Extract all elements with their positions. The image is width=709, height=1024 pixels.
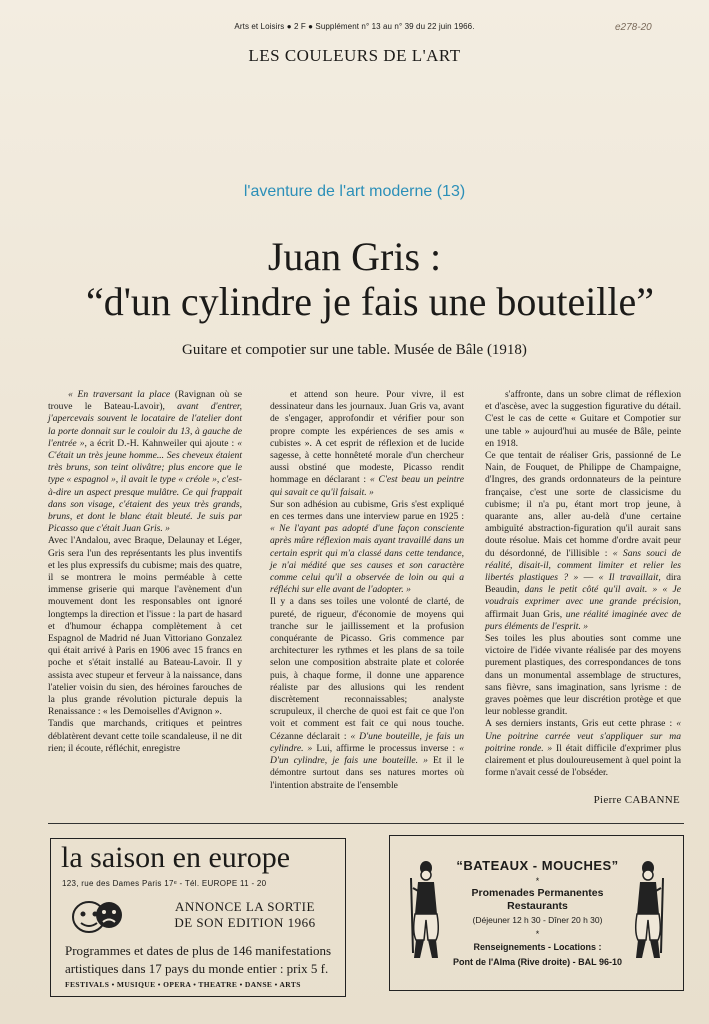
text-run: « Sans souci de réalité, disait-il, comment limiter et relier les libertés plastiques ? » — [485, 547, 681, 584]
article-paragraph — [48, 389, 242, 535]
artwork-caption: Guitare et compotier sur une table. Musée de Bâle (1918) — [182, 342, 527, 358]
article-paragraph — [48, 718, 242, 755]
ad-categories: FESTIVALS • MUSIQUE • OPERA • THEATRE • DANSE • ARTS — [65, 980, 301, 989]
article-paragraph — [485, 450, 681, 633]
ad-line-address: Pont de l'Alma (Rive droite) - BAL 96-10 — [452, 957, 622, 967]
bateaux-mouches-ad — [389, 835, 684, 991]
text-run: dans le petit côté qu'il avait. » — [524, 584, 658, 596]
text-run: Lui, affirme le processus inverse : — [312, 742, 460, 754]
article-paragraph — [485, 718, 681, 779]
text-run: « Il travaillait, — [598, 572, 661, 584]
ad-line-restaurants: Restaurants — [507, 900, 568, 912]
handwritten-note: e278-20 — [615, 22, 652, 33]
text-run: Il y a dans ses toiles une volonté de clarté, de pureté, de rigueur, d'économie de moyens qui tranche sur le jaillissement et la profusion conquérante de Picasso. Gris commence par architecturer les rythmes et les plans de sa toile selon une composition abstraite plate et colorée puis, à chaque forme, il donne une apparence réaliste par des allusions qui les rendent discrètement reconnaissables; analyste scrupuleux, il cherche de quoi est fait ce que l'on voit et comment est fait ce qui nous touche. Cézanne déclarait : — [270, 596, 464, 742]
text-run: Ses toiles les plus abouties sont comme une victoire de l'idée vivante réalisée par des moyens purement plastiques, des correspondances de tons dans un monumental assemblage de structures, sans fièvre, sans imagination, sans lyrisme : de graves poèmes que leur discrétion protège et que leur noblesse grandit. — [485, 633, 681, 718]
text-run: , a écrit D.-H. Kahnweiler qui ajoute : — [84, 437, 238, 449]
text-run: dira Beaudin, — [485, 572, 681, 596]
article-paragraph — [270, 389, 464, 499]
divider — [48, 823, 684, 824]
zouave-soldier-icon — [624, 858, 670, 970]
ad-title: “BATEAUX - MOUCHES” — [456, 858, 619, 873]
publication-header: Arts et Loisirs ● 2 F ● Supplément n° 13 au n° 39 du 22 juin 1966. — [234, 22, 475, 31]
text-run: (Ravignan où se trouve le Bateau-Lavoir), — [48, 389, 242, 413]
ad-line-info: Renseignements - Locations : — [473, 942, 602, 952]
author-signature: Pierre CABANNE — [593, 794, 680, 806]
article-paragraph — [485, 633, 681, 718]
text-run: s'affronte, dans un sobre climat de réflexion et d'ascèse, avec la suggestion figurative du détail. C'est le cas de cette « Guitare et Compotier sur une table » aujourd'hui au musée de Bâle, peinte en 1918. — [485, 389, 681, 449]
text-run: « D'une bouteille, je fais un cylindre. » — [270, 730, 464, 754]
article-paragraph — [270, 499, 464, 597]
text-run: avant d'entrer, j'apercevais souvent le locataire de l'atelier dont la porte donnait sur le couloir du 13, à gauche de l'entrée » — [48, 401, 242, 449]
masthead: LES COULEURS DE L'ART — [248, 46, 461, 65]
article-paragraph — [48, 535, 242, 718]
text-run: « D'un cylindre, je fais une bouteille. » — [270, 742, 464, 767]
ad-star: * — [535, 876, 540, 886]
ad-line-promenades: Promenades Permanentes — [471, 887, 604, 899]
text-run: « En traversant la place — [68, 389, 171, 400]
ad-program-line-2: artistiques dans 17 pays du monde entier : prix 5 f. — [65, 961, 329, 976]
ad-announce-line-2: DE SON EDITION 1966 — [174, 915, 316, 930]
article-column-1 — [48, 389, 242, 755]
theater-masks-icon — [67, 895, 127, 939]
text-run: Et il le démontre surtout dans ses natures mortes où l'intention abstraite de l'ensemble — [270, 755, 465, 791]
text-run: Avec l'Andalou, avec Braque, Delaunay et Léger, Gris sera l'un des représentants les plus inventifs et les plus expressifs du cubisme; mais des quatre, il se montrera le moins perméable à cette immense griserie qui marque l'avènement d'un mouvement dont les responsables ont ignoré longtemps la direction et l'issue : la part de hasard et d'humour échappa complètement à cet Espagnol de Madrid né Juan Vittoriano Gonzalez qui était arrivé à Paris en 1906 avec 15 francs en poche et s'était installé au Bateau-Lavoir. Il y assista avec stupeur et ferveur à la naissance, dans l'atelier voisin du sien, des héroines farouches de la plus grande révolution picturale depuis la Renaissance : « les Demoiselles d'Avignon ». — [48, 535, 242, 718]
ad-star: * — [535, 929, 540, 939]
ad-line-hours: (Déjeuner 12 h 30 - Dîner 20 h 30) — [472, 915, 603, 925]
saison-europe-ad — [50, 838, 346, 997]
text-run: et attend son heure. Pour vivre, il est dessinateur dans les journaux. Juan Gris va, avant de s'engager, approfondir et vérifier pour son propre compte les expériences de ses amis « cubistes ». A cet esprit de réflexion et de lucide sagesse, à cette honnêteté morale d'un chercheur aussi obstiné que modeste, Picasso rendit hommage en déclarant : — [270, 389, 464, 486]
article-paragraph — [485, 389, 681, 450]
article-column-3 — [485, 389, 681, 780]
ad-address: 123, rue des Dames Paris 17ᵉ - Tél. EUROPE 11 - 20 — [62, 879, 267, 888]
text-run: Tandis que marchands, critiques et peintres déblatèrent devant cette toile scandaleuse, il ne dit rien; il écoute, réfléchit, enregistre — [48, 718, 242, 754]
zouave-soldier-icon — [404, 858, 450, 970]
text-run: Sur son adhésion au cubisme, Gris s'est expliqué en ces termes dans une interview parue en 1925 : — [270, 498, 464, 523]
text-run: « C'est beau un peintre qui savait ce qu'il faisait. » — [270, 474, 464, 498]
text-run: — — [578, 572, 599, 584]
text-run: « Je voudrais exprimer avec une grande précision, — [485, 584, 681, 608]
text-run: « Une poitrine carrée veut s'appliquer sur ma poitrine ronde. » — [485, 718, 681, 754]
series-title: l'aventure de l'art moderne (13) — [243, 183, 466, 200]
text-run: « Ne l'ayant pas adopté d'une façon consciente après mûre réflexion mais ayant travaillé dans un certain esprit qui m'a classé dans cette tendance, je n'ai médité que ses causes et son caractère comme celui qu'il a observée de loin ou qui a réfléchi sur elle avant de l'adopter. » — [270, 523, 464, 596]
text-run: A ses derniers instants, Gris eut cette phrase : — [485, 718, 677, 730]
text-run: « C'était un très jeune homme... Ses cheveux étaient très bruns, son teint olivâtre; plus encore que le type « espagnol », il avait le type « créole », c'est-à-dire un aspect presque mulâtre. Ce qui frappait dans son visage, c'étaient des yeux très grands, bruns, et dont le blanc était bleuté. Je suis par Picasso que c'était Juan Gris. » — [48, 437, 242, 535]
text-run: Ce que tentait de réaliser Gris, passionné de Le Nain, de Fouquet, de Philippe de Champaigne, d'Ingres, des grands ordonnateurs de la peinture française, c'est une sorte de classicisme du cubisme; il n'a pu, étant mort trop jeune, à quarante ans, aller au-delà d'une certaine ambiguïté abstraction-figuration qu'il aurait sans doute résolue. Mais cet homme d'ordre avait peur du désordonné, de l'illisible : — [485, 450, 681, 559]
text-run: affirmait Juan Gris, — [485, 608, 566, 620]
text-run: une réalité imaginée avec de purs éléments de l'esprit. » — [485, 608, 681, 632]
text-run: Il était difficile d'exprimer plus clairement et plus douloureusement à quel point la forme n'avait cessé de l'obséder. — [485, 742, 682, 779]
ad-title: la saison en europe — [61, 841, 291, 874]
article-column-2 — [270, 389, 464, 792]
ad-program-line-1: Programmes et dates de plus de 146 manifestations — [65, 943, 332, 958]
ad-announce-line-1: ANNONCE LA SORTIE — [175, 899, 315, 914]
article-paragraph — [270, 596, 464, 791]
headline-line-2: “d'un cylindre je fais une bouteille” — [85, 279, 655, 324]
headline-line-1: Juan Gris : — [267, 234, 442, 279]
